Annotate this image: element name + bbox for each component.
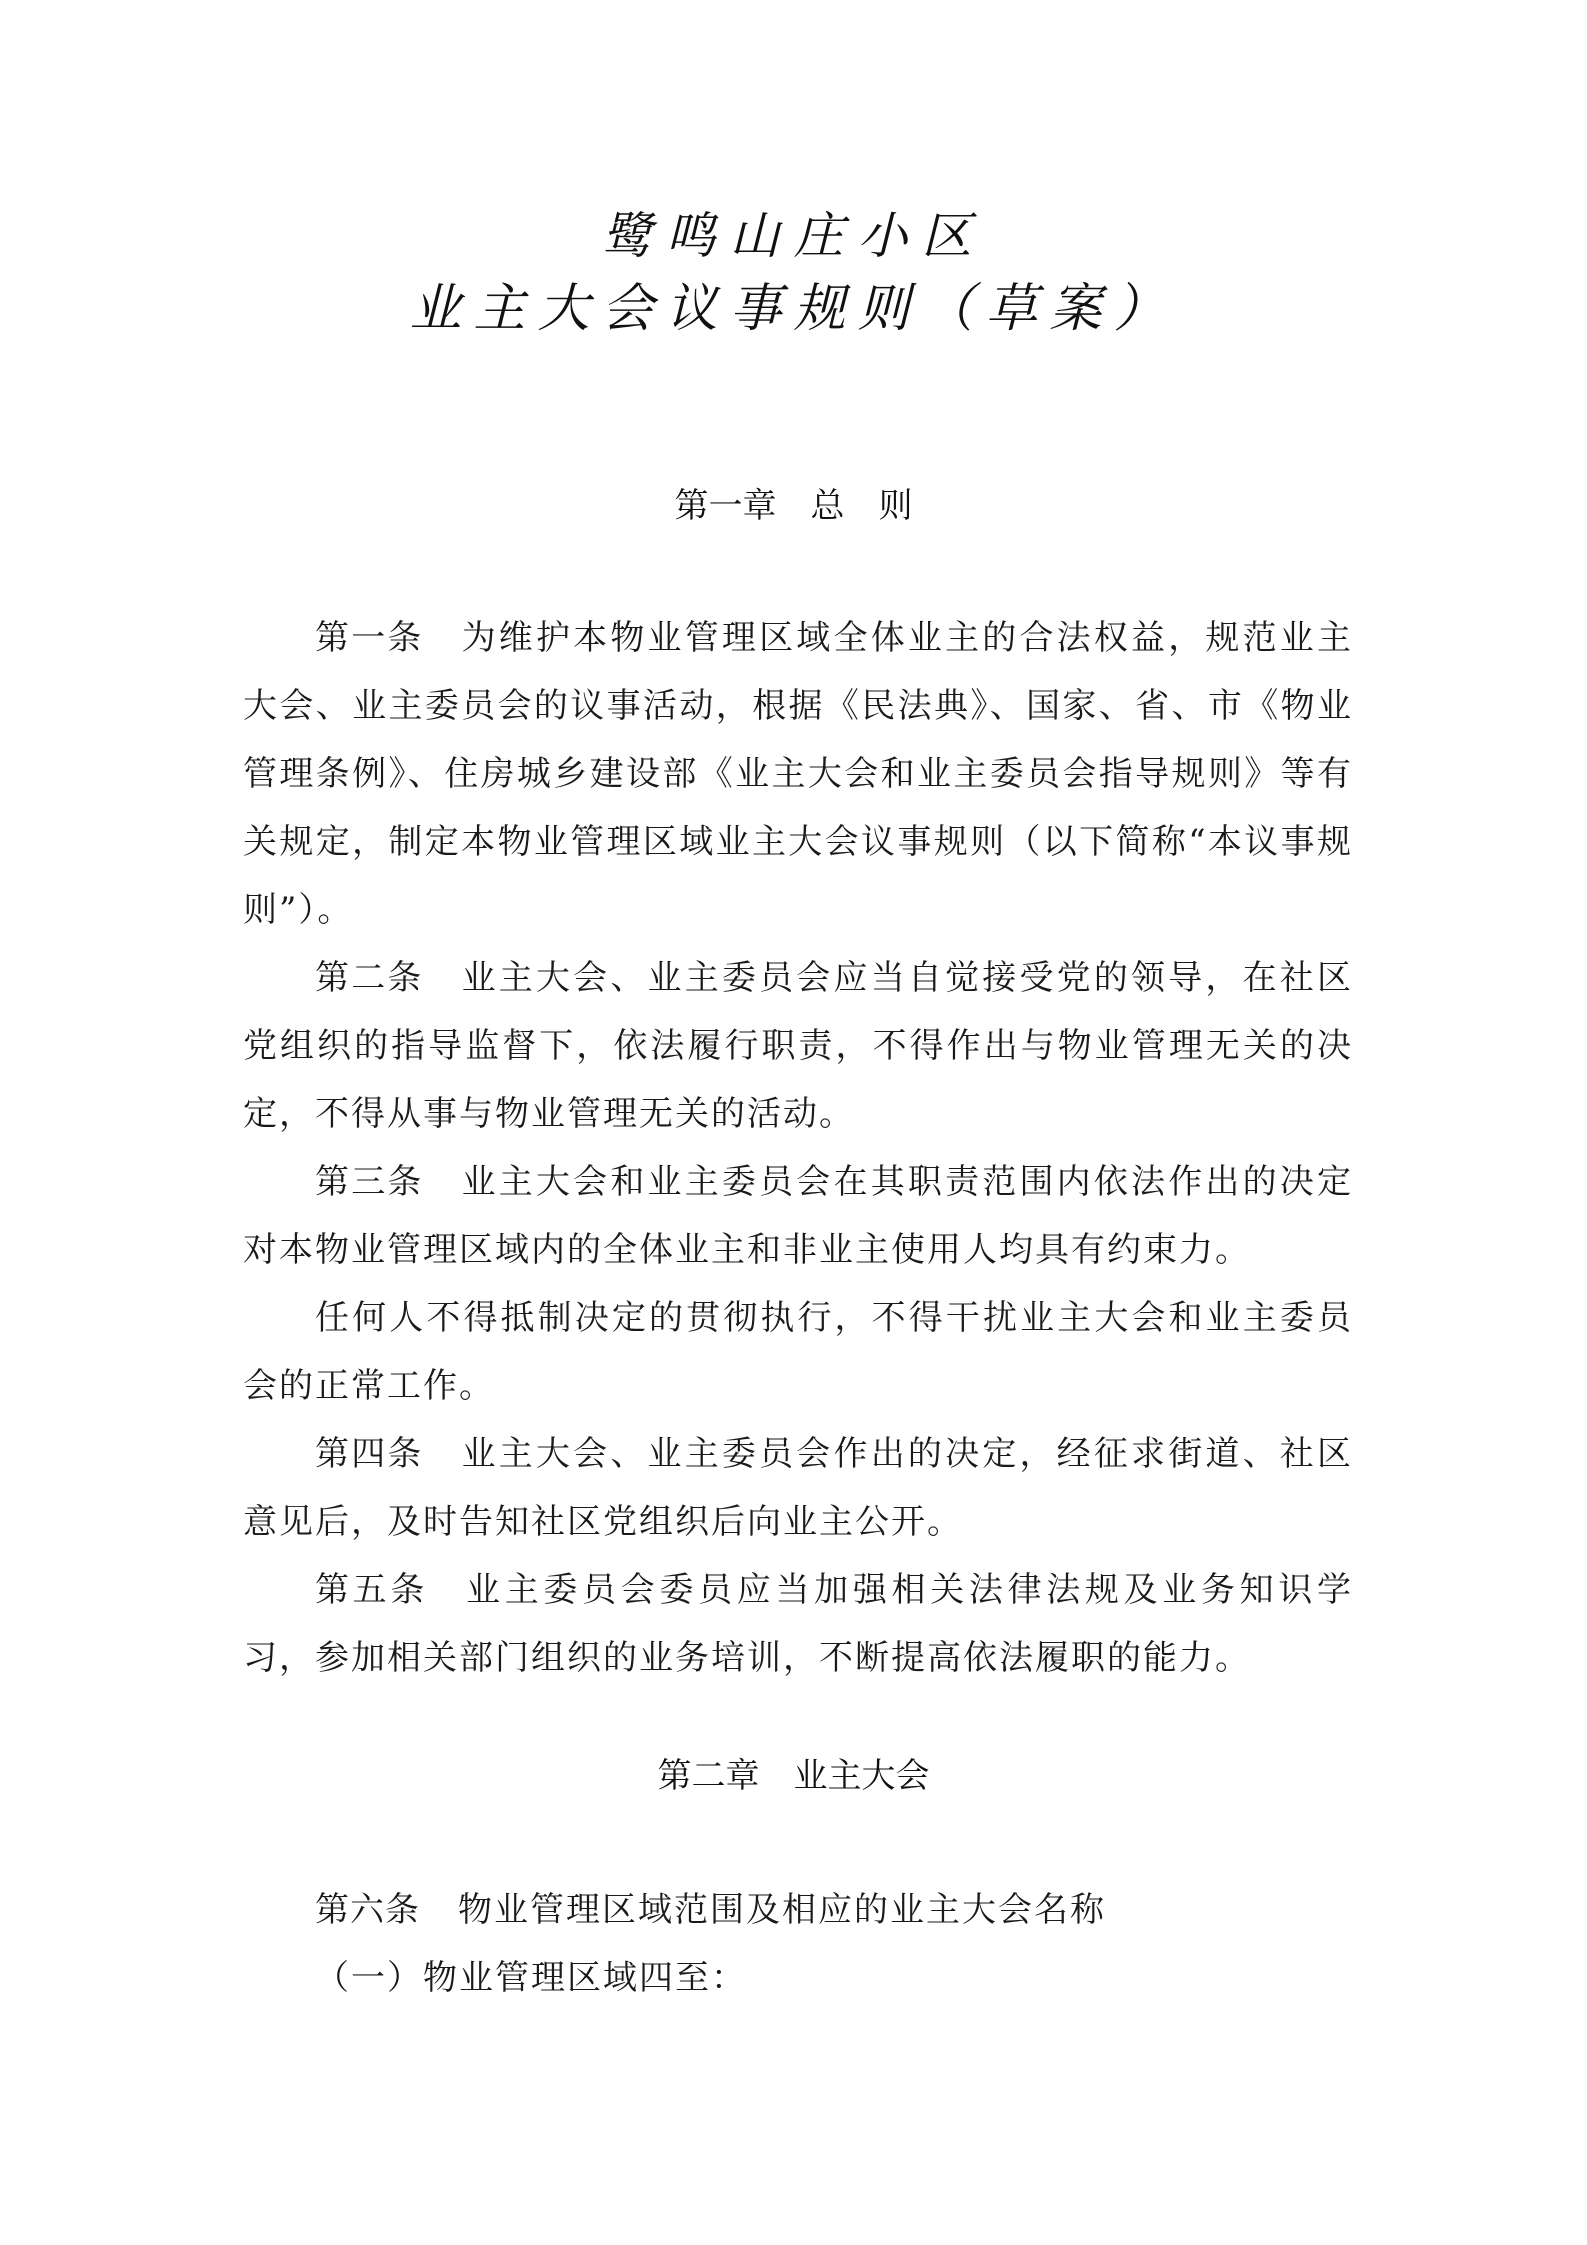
- sub-item-1: （一）物业管理区域四至：: [315, 1958, 747, 1998]
- article-1: [243, 604, 1353, 944]
- article-text: 业主大会和业主委员会在其职责范围内依法作出的决定对本物业管理区域内的全体业主和非业主使用人均具有约束力。: [243, 1162, 1353, 1270]
- article-3: [243, 1148, 1353, 1284]
- article-2: [243, 944, 1353, 1148]
- article-number: 第一条: [315, 618, 424, 658]
- article-3-continuation: 任何人不得抵制决定的贯彻执行，不得干扰业主大会和业主委员会的正常工作。: [243, 1298, 1353, 1406]
- article-number: 第四条: [315, 1434, 424, 1474]
- document-title-line2: 业主大会议事规则（草案）: [409, 279, 1178, 339]
- chapter-heading-2: 第二章 业主大会: [657, 1756, 930, 1796]
- chapter2-body: [243, 1876, 1353, 1944]
- article-number: 第五条: [315, 1570, 429, 1610]
- article-text: 业主大会、业主委员会作出的决定，经征求街道、社区意见后，及时告知社区党组织后向业主公开。: [243, 1434, 1353, 1542]
- article-4: [243, 1420, 1353, 1556]
- article-text: 业主委员会委员应当加强相关法律法规及业务知识学习，参加相关部门组织的业务培训，不断提高依法履职的能力。: [243, 1570, 1354, 1678]
- chapter-heading-1: 第一章 总 则: [674, 486, 913, 526]
- article-text: 业主大会、业主委员会应当自觉接受党的领导，在社区党组织的指导监督下，依法履行职责，不得作出与物业管理无关的决定，不得从事与物业管理无关的活动。: [243, 958, 1353, 1134]
- article-number: 第三条: [315, 1162, 424, 1202]
- article-number: 第二条: [315, 958, 424, 998]
- article-6: [243, 1876, 1353, 1944]
- article-text: 为维护本物业管理区域全体业主的合法权益，规范业主大会、业主委员会的议事活动，根据《民法典》、国家、省、市《物业管理条例》、住房城乡建设部《业主大会和业主委员会指导规则》等有关规定，制定本物业管理区域业主大会议事规则（以下简称“本议事规则”）。: [243, 618, 1353, 930]
- document-title-line1: 鹭鸣山庄小区: [601, 207, 986, 265]
- article-number: 第六条: [315, 1890, 420, 1930]
- chapter1-body: [243, 604, 1353, 1692]
- article-text: 物业管理区域范围及相应的业主大会名称: [458, 1890, 1106, 1930]
- article-5: [243, 1556, 1353, 1692]
